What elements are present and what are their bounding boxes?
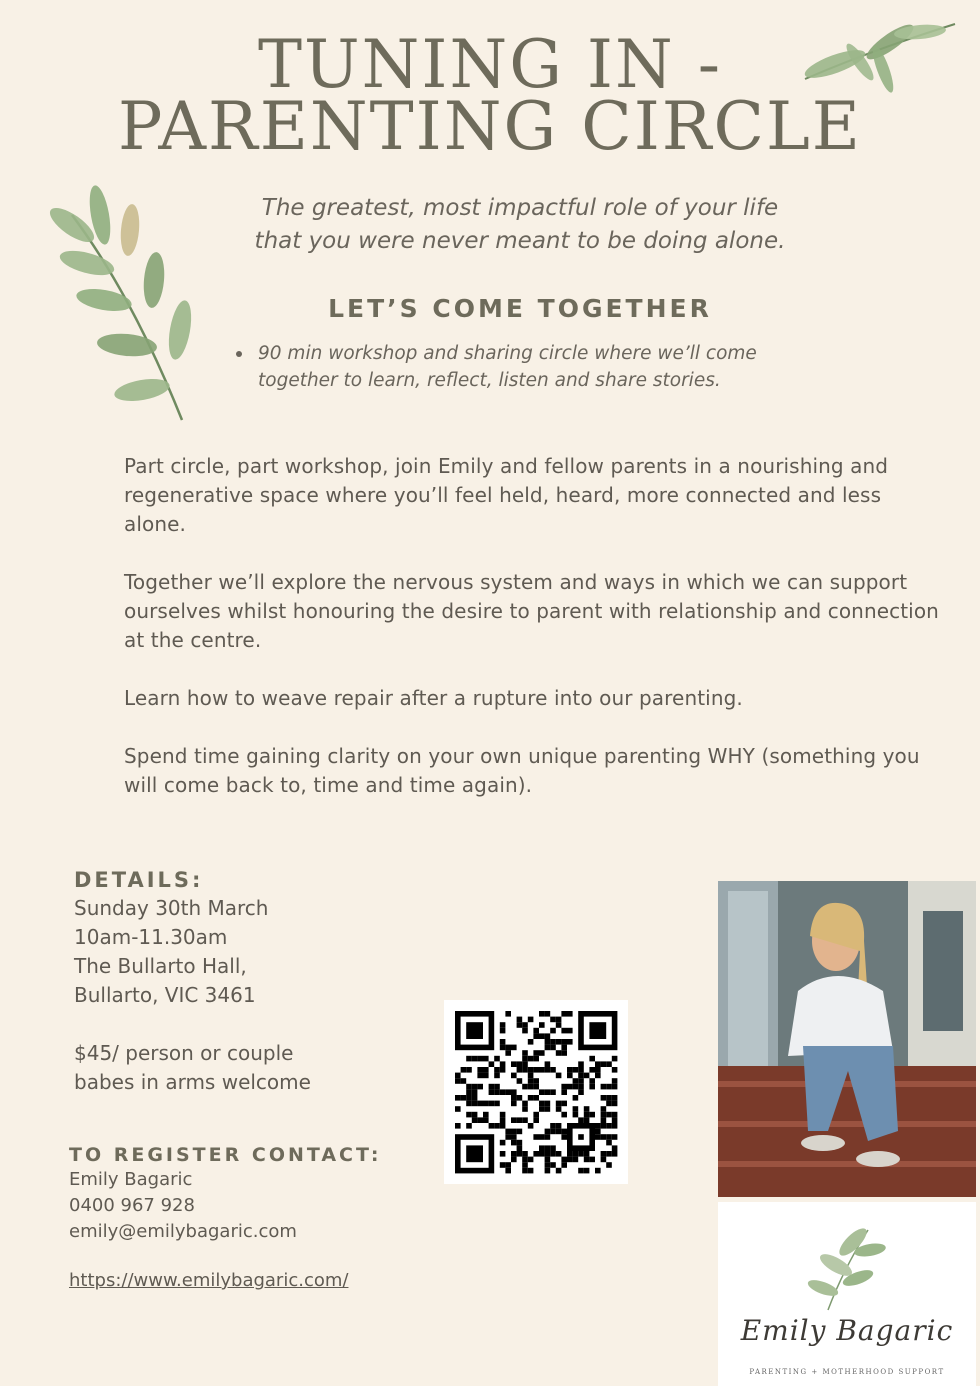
title-line-1: TUNING IN -	[257, 26, 723, 103]
section-subheading: LET’S COME TOGETHER	[328, 294, 712, 323]
contact-phone[interactable]: 0400 967 928	[69, 1195, 195, 1216]
website-link[interactable]: https://www.emilybagaric.com/	[69, 1270, 349, 1291]
paragraph: Together we’ll explore the nervous system and ways in which we can support ourselves whilst honouring the desire to parent with relationship and connection at the centre.	[124, 570, 939, 652]
paragraph: Learn how to weave repair after a rupture into our parenting.	[124, 686, 743, 710]
event-venue: The Bullarto Hall,	[74, 954, 247, 978]
qr-code-icon[interactable]	[444, 1000, 628, 1184]
contact-block	[69, 1167, 297, 1245]
details-block	[74, 894, 311, 1097]
logo-name: Emily Bagaric	[740, 1314, 954, 1347]
event-location: Bullarto, VIC 3461	[74, 983, 256, 1007]
event-note: babes in arms welcome	[74, 1070, 311, 1094]
register-heading: TO REGISTER CONTACT:	[69, 1144, 382, 1166]
event-time: 10am-11.30am	[74, 925, 228, 949]
brand-logo	[718, 1202, 976, 1386]
tagline	[195, 192, 845, 258]
tagline-line-1: The greatest, most impactful role of your life	[261, 195, 779, 221]
logo-tagline: PARENTING + MOTHERHOOD SUPPORT	[749, 1368, 945, 1376]
leaf-branch-left-icon	[42, 185, 202, 430]
title-line-2: PARENTING CIRCLE	[118, 88, 862, 165]
profile-photo	[718, 881, 976, 1197]
event-date: Sunday 30th March	[74, 896, 269, 920]
leaf-sprig-icon	[798, 1220, 898, 1315]
event-price: $45/ person or couple	[74, 1041, 294, 1065]
description	[124, 452, 944, 829]
paragraph: Spend time gaining clarity on your own unique parenting WHY (something you will come back to, time and time again).	[124, 744, 920, 797]
contact-name: Emily Bagaric	[69, 1169, 193, 1190]
list-item: 90 min workshop and sharing circle where we’ll come together to learn, reflect, listen and share stories.	[232, 340, 832, 394]
contact-email[interactable]: emily@emilybagaric.com	[69, 1221, 297, 1242]
paragraph: Part circle, part workshop, join Emily and fellow parents in a nourishing and regenerative space where you’ll feel held, heard, more connected and less alone.	[124, 454, 889, 536]
tagline-line-2: that you were never meant to be doing alone.	[254, 228, 786, 254]
page-title	[0, 26, 980, 165]
bullet-list	[232, 340, 832, 394]
details-heading: DETAILS:	[74, 868, 204, 892]
